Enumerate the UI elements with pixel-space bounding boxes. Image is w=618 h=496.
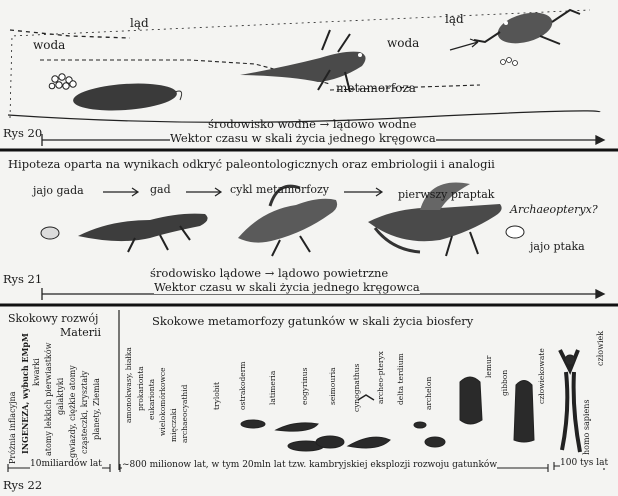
fig21-stage-first-bird: pierwszy praptak [398, 188, 495, 201]
species-label: eukarionta [147, 378, 156, 420]
species-label: mięczaki [169, 408, 178, 442]
fig21-caption: Rys 21 [3, 272, 43, 286]
matter-item: atomy lekkich pierwiastków [44, 342, 53, 456]
fig21-environment-label: środowisko lądowe → lądowo powietrzne [150, 266, 389, 280]
species-label: wielokomórkowce [158, 367, 167, 436]
lizard-icon [78, 214, 208, 252]
fig22-right-title: Skokowe metamorfozy gatunków w skali życia biosfery [152, 314, 474, 328]
matter-item: cząsteczki, kryształy [80, 370, 89, 454]
fig20-water-right-label: woda [387, 36, 420, 50]
species-label: człowiekowate [537, 348, 546, 404]
fig21-bird-egg-label: jajo ptaka [530, 240, 585, 253]
matter-item: Próżnia inflacyjna [8, 391, 17, 464]
fig20-vector-label: Wektor czasu w skali życia jednego kręgowca [170, 131, 436, 145]
matter-item: planety, Ziemia [92, 378, 101, 440]
scale-right-label: 100 tys lat [560, 458, 609, 468]
species-label: trylobit [212, 382, 221, 410]
species-label: ostrakoderm [238, 361, 247, 410]
fig21-genus-label: Archaeopteryx? [510, 203, 598, 216]
species-label: lemur [484, 355, 493, 378]
species-label: człowiek [596, 330, 605, 366]
species-label: homo sapiens [582, 399, 591, 455]
frog-eggs-icon [49, 74, 76, 89]
species-label: prokarionta [136, 366, 145, 411]
reptile-egg-icon [41, 227, 59, 239]
fig21-stage-reptile-egg: jajo gada [33, 184, 84, 197]
fig22-left-title-2: Materii [60, 326, 102, 339]
fig20-caption: Rys 20 [3, 126, 43, 140]
species-label: archaeocyathid [180, 384, 189, 443]
matter-item: gwiazdy, ciężkie atomy [68, 365, 77, 458]
fig20-water-left-label: woda [33, 38, 66, 52]
fig20-land-right-label: ląd [445, 12, 464, 26]
fig21-stage-reptile: gad [150, 183, 171, 196]
species-label: amonokwasy, białka [124, 347, 133, 423]
fig20-land-left-label: ląd [130, 16, 149, 30]
fig22-caption: Rys 22 [3, 478, 43, 492]
bird-egg-icon [506, 226, 524, 238]
proto-bird-icon [238, 186, 337, 256]
matter-item: INGENEZA, wybuch EMpM [20, 333, 30, 454]
frog-eggs-right-icon [501, 58, 518, 66]
fig21-title: Hipoteza oparta na wynikach odkryć paleontologicznych oraz embriologii i analogii [8, 157, 495, 171]
species-label: latimeria [268, 370, 277, 405]
scale-mid-label: ~800 milionow lat, w tym 20mln lat tzw. kambryjskiej eksplozji rozwoju gatunków [122, 460, 498, 470]
matter-item: galaktyki [56, 377, 65, 415]
fig20-metamorphosis-label: metamorfoza [336, 81, 416, 95]
scale-left-label: 10miliardów lat [30, 459, 102, 469]
species-label: seimouria [328, 367, 337, 405]
species-label: gibbon [500, 369, 509, 396]
species-label: archelon [424, 376, 433, 410]
species-label: eogyrinus [300, 367, 309, 405]
fig21-stage-metamorphosis: cykl metamorfozy [230, 183, 329, 196]
fig22-left-title-1: Skokowy rozwój [8, 312, 99, 325]
fig22-organisms [241, 350, 580, 452]
fig21-vector-label: Wektor czasu w skali życia jednego kręgowca [154, 280, 420, 294]
species-label: delta terdium [396, 353, 405, 405]
frog-icon [474, 7, 580, 49]
species-label: archeo-pteryx [376, 351, 385, 404]
species-label: cynognathus [352, 363, 361, 412]
matter-item: kwarki [32, 358, 41, 386]
tadpole-icon [72, 80, 181, 113]
fig20-environment-label: środowisko wodne → lądowo wodne [208, 117, 417, 131]
